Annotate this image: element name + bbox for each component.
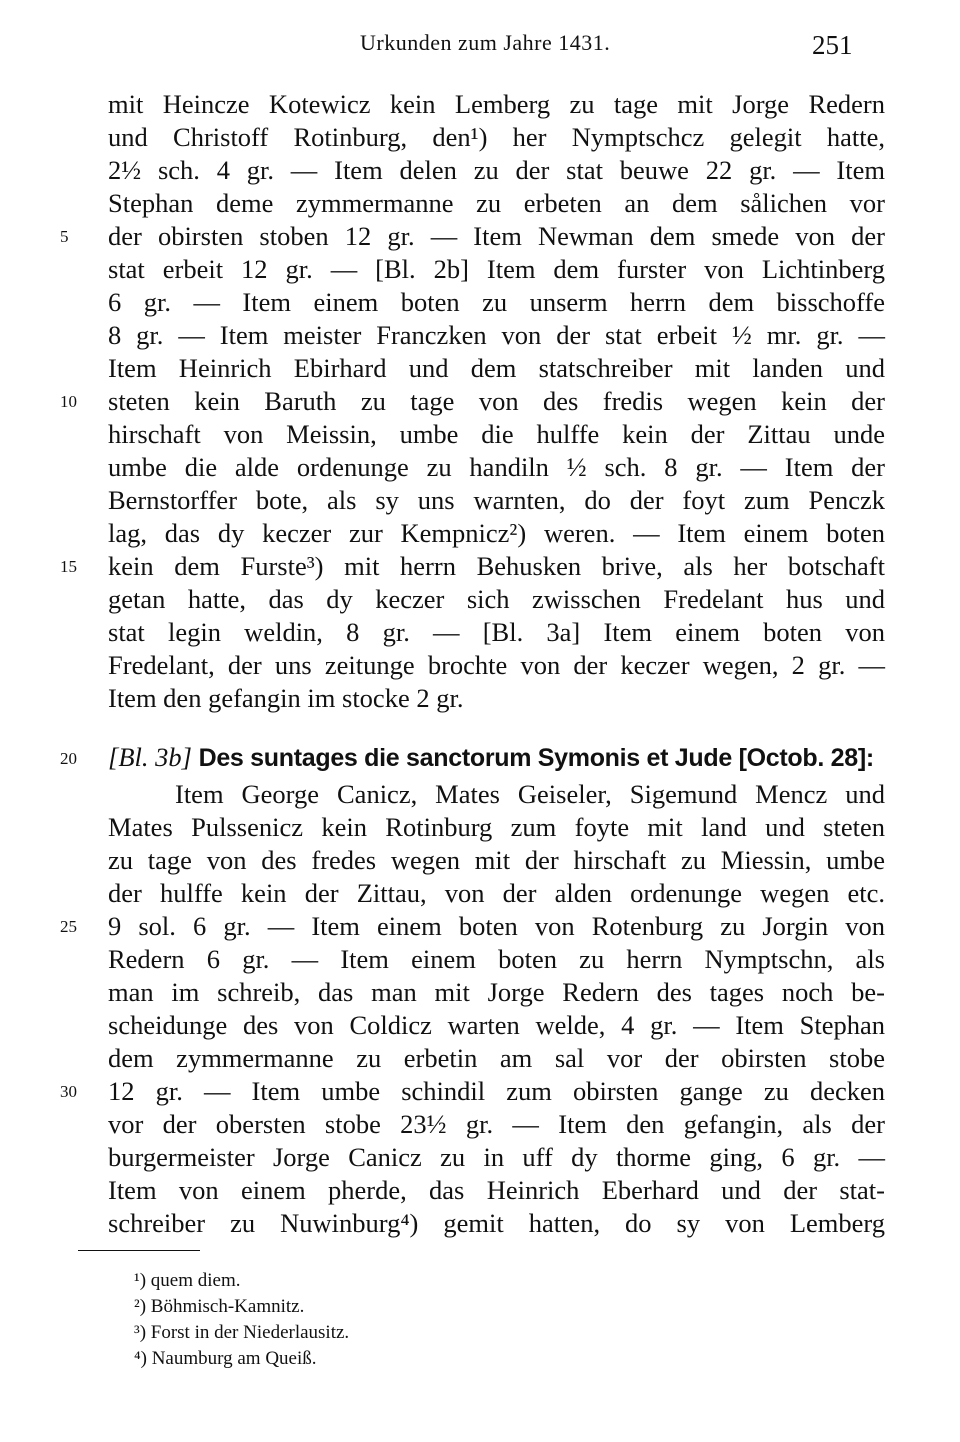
heading-text: Des suntages die sanctorum Symonis et Jude [Octob. 28]:	[198, 744, 874, 772]
text-line: 6 gr. — Item einem boten zu unserm herrn dem bisschoffe	[108, 287, 885, 317]
text-line: Item George Canicz, Mates Geiseler, Sigemund Mencz und	[175, 779, 885, 809]
text-line: steten kein Baruth zu tage von des fredis wegen kein der	[108, 386, 885, 416]
text-line: burgermeister Jorge Canicz zu in uff dy thorme ging, 6 gr. —	[108, 1142, 885, 1172]
footnote: ²) Böhmisch-Kamnitz.	[134, 1296, 305, 1317]
line-number: 15	[60, 557, 77, 576]
text-line: Item Heinrich Ebirhard und dem statschreiber mit landen und	[108, 353, 885, 383]
text-line: Redern 6 gr. — Item einem boten zu herrn Nymptschn, als	[108, 944, 885, 974]
footnote-rule	[78, 1250, 200, 1251]
footnote: ⁴) Naumburg am Queiß.	[134, 1348, 317, 1369]
text-line: Bernstorffer bote, als sy uns warnten, do der foyt zum Penczk	[108, 485, 885, 515]
line-number: 5	[60, 227, 69, 246]
text-line: Stephan deme zymmermanne zu erbeten an dem sålichen vor	[108, 188, 885, 218]
text-line: dem zymmermanne zu erbetin am sal vor der obirsten stobe	[108, 1043, 885, 1073]
text-line: lag, das dy keczer zur Kempnicz²) weren. — Item einem boten	[108, 518, 885, 548]
page-number: 251	[812, 30, 853, 60]
text-line: scheidunge des von Coldicz warten welde, 4 gr. — Item Stephan	[108, 1010, 885, 1040]
text-line: vor der obersten stobe 23½ gr. — Item den gefangin, als der	[108, 1109, 885, 1139]
text-line: 2½ sch. 4 gr. — Item delen zu der stat beuwe 22 gr. — Item	[108, 155, 885, 185]
text-line: 12 gr. — Item umbe schindil zum obirsten gange zu decken	[108, 1076, 885, 1106]
folio-reference: [Bl. 3b]	[108, 742, 192, 772]
line-number: 20	[60, 749, 77, 768]
page-header	[0, 30, 960, 70]
text-line: der hulffe kein der Zittau, von der alden ordenunge wegen etc.	[108, 878, 885, 908]
text-line: stat legin weldin, 8 gr. — [Bl. 3a] Item einem boten von	[108, 617, 885, 647]
text-line: umbe die alde ordenunge zu handiln ½ sch. 8 gr. — Item der	[108, 452, 885, 482]
line-number: 30	[60, 1082, 77, 1101]
text-line: Item den gefangin im stocke 2 gr.	[108, 683, 464, 713]
line-number: 10	[60, 392, 77, 411]
text-line: man im schreib, das man mit Jorge Redern des tages noch be-	[108, 977, 885, 1007]
text-line: 9 sol. 6 gr. — Item einem boten von Rotenburg zu Jorgin von	[108, 911, 885, 941]
text-line: zu tage von des fredes wegen mit der hirschaft zu Miessin, umbe	[108, 845, 885, 875]
text-line: 8 gr. — Item meister Franczken von der stat erbeit ½ mr. gr. —	[108, 320, 885, 350]
footnote: ¹) quem diem.	[134, 1270, 241, 1291]
footnote: ³) Forst in der Niederlausitz.	[134, 1322, 350, 1343]
text-line: kein dem Furste³) mit herrn Behusken brive, als her botschaft	[108, 551, 885, 581]
section-heading	[108, 740, 885, 774]
text-line: getan hatte, das dy keczer sich zwisschen Fredelant hus und	[108, 584, 885, 614]
text-line: hirschaft von Meissin, umbe die hulffe kein der Zittau unde	[108, 419, 885, 449]
text-line: mit Heincze Kotewicz kein Lemberg zu tage mit Jorge Redern	[108, 89, 885, 119]
text-line: schreiber zu Nuwinburg⁴) gemit hatten, do sy von Lemberg	[108, 1208, 885, 1238]
line-number: 25	[60, 917, 77, 936]
text-line: der obirsten stoben 12 gr. — Item Newman dem smede von der	[108, 221, 885, 251]
text-line: Item von einem pherde, das Heinrich Eberhard und der stat-	[108, 1175, 885, 1205]
text-line: Mates Pulssenicz kein Rotinburg zum foyte mit land und steten	[108, 812, 885, 842]
text-line: Fredelant, der uns zeitunge brochte von der keczer wegen, 2 gr. —	[108, 650, 885, 680]
running-head: Urkunden zum Jahre 1431.	[360, 30, 611, 55]
text-line: stat erbeit 12 gr. — [Bl. 2b] Item dem furster von Lichtinberg	[108, 254, 885, 284]
text-line: und Christoff Rotinburg, den¹) her Nymptschcz gelegit hatte,	[108, 122, 885, 152]
